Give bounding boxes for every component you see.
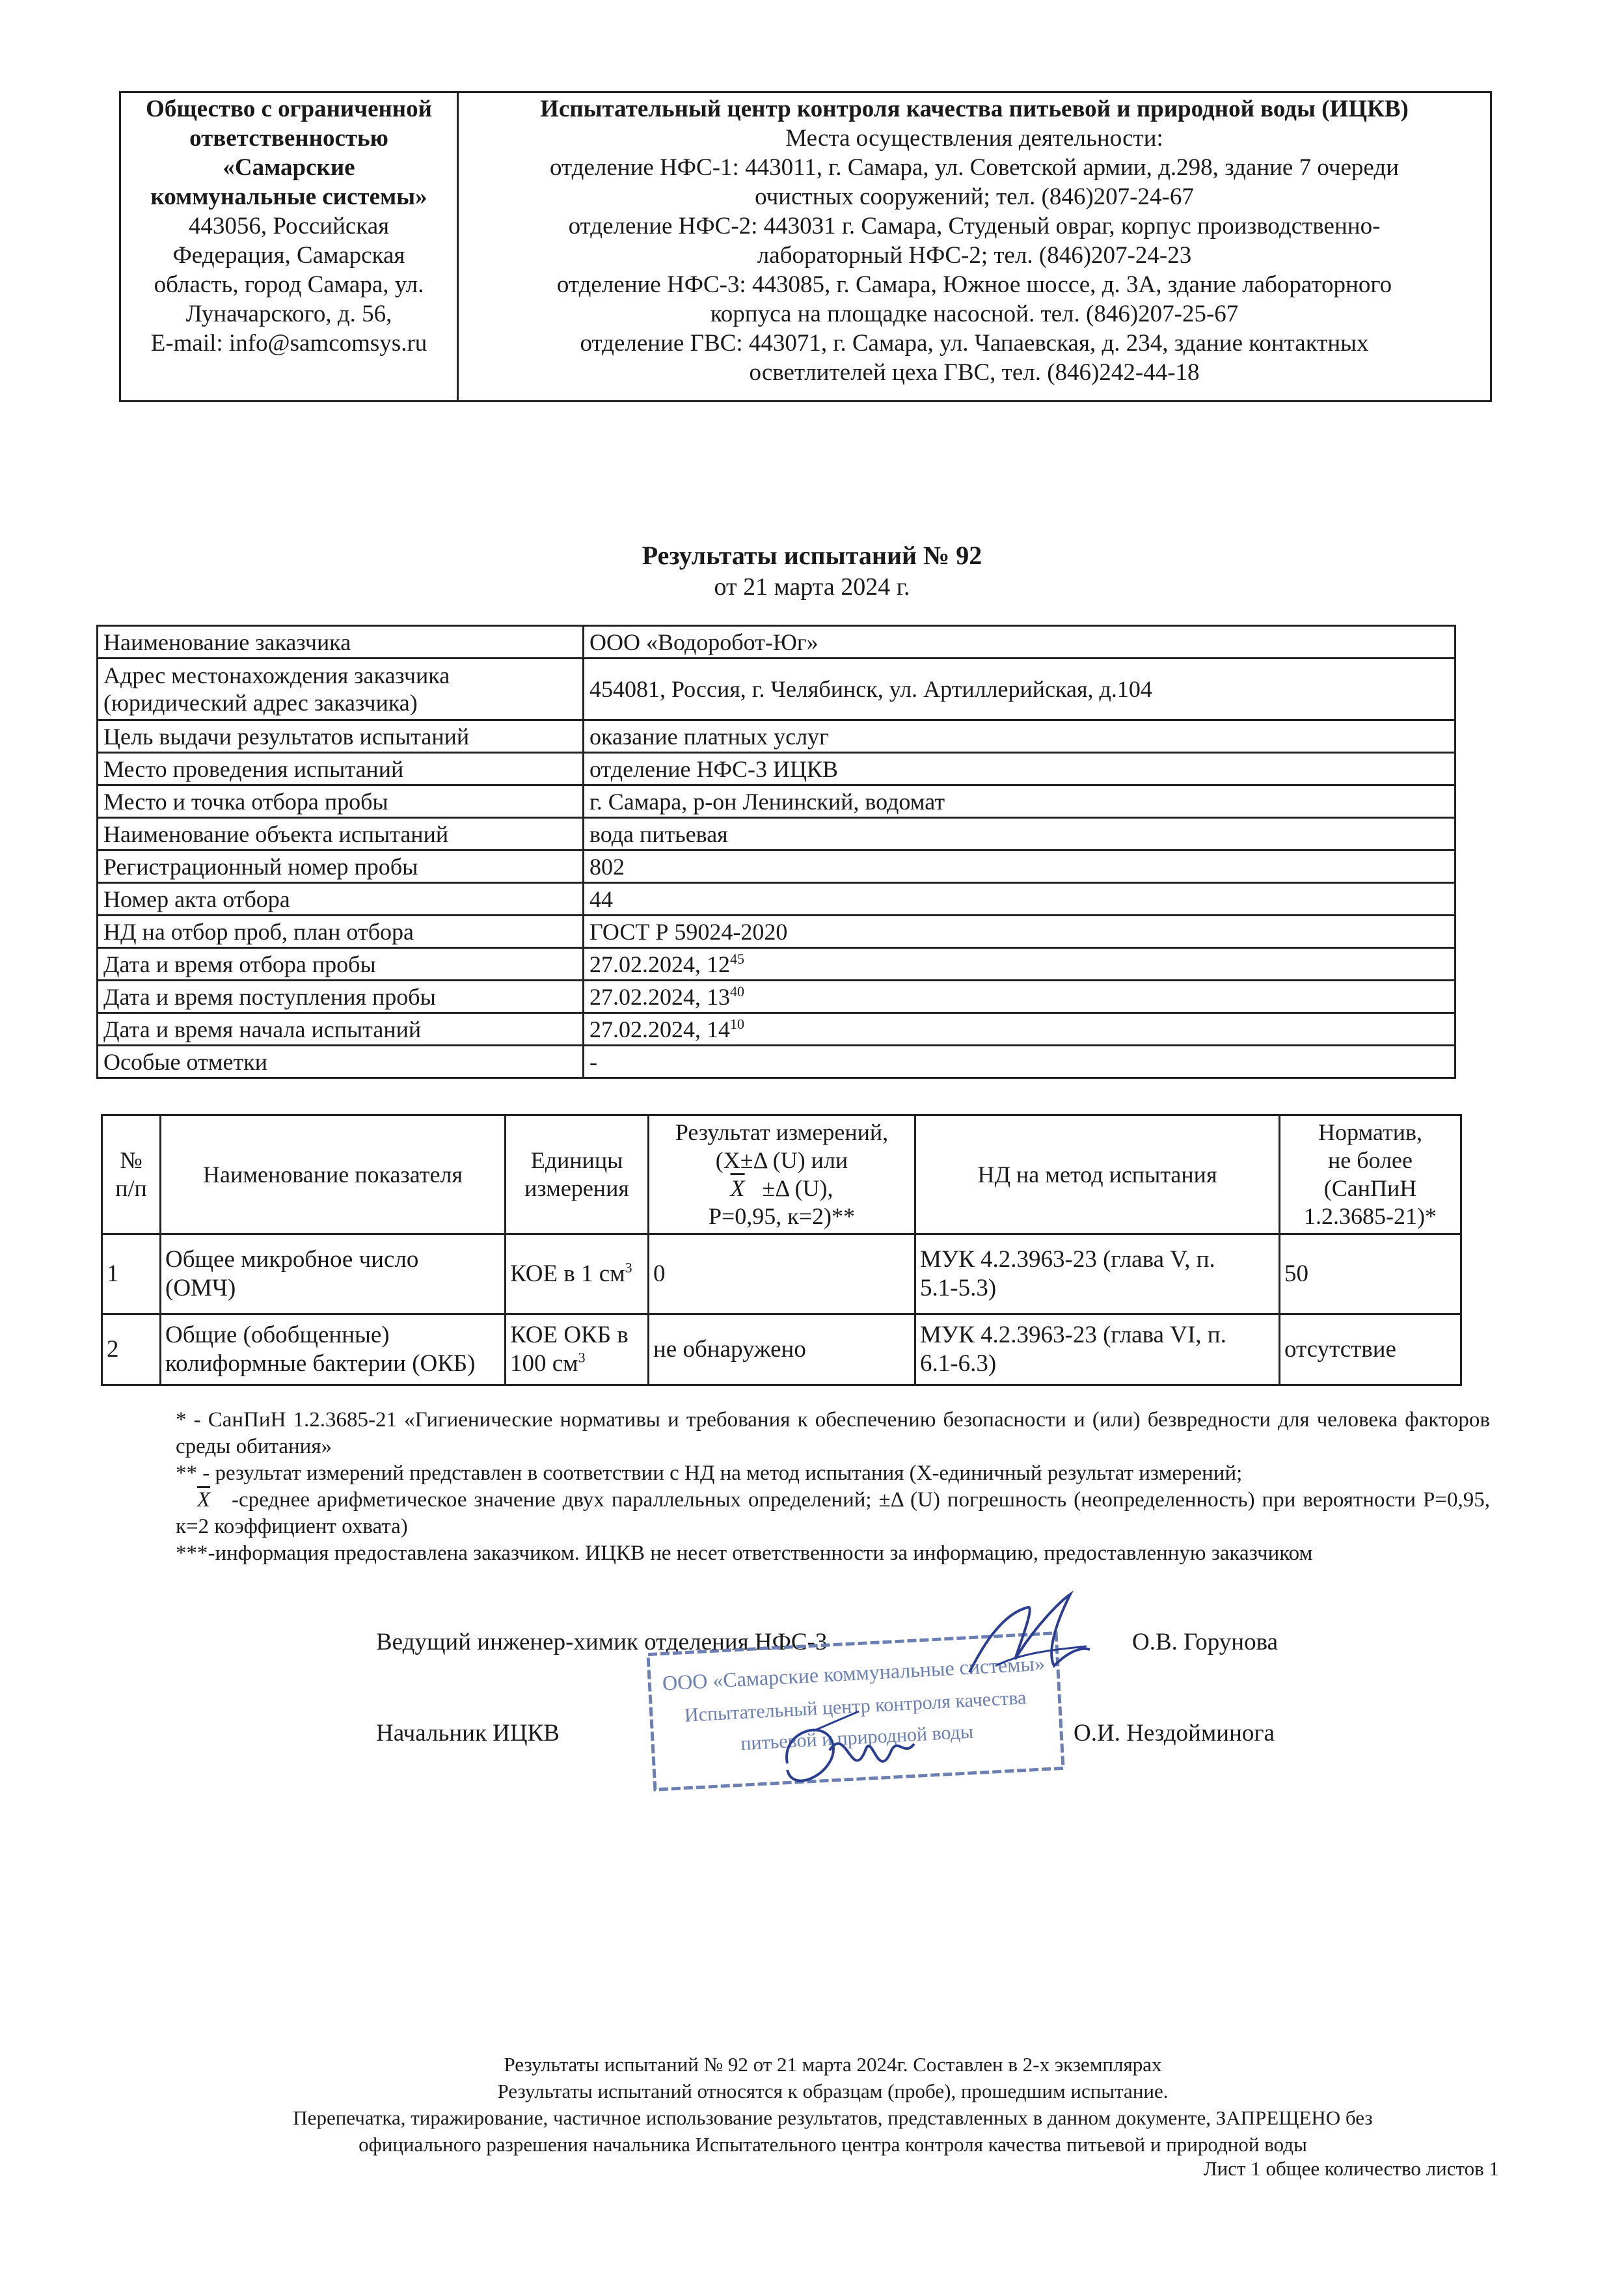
info-value: 802 xyxy=(584,850,1455,883)
info-row xyxy=(98,883,1455,916)
header-line: (СанПиН xyxy=(1323,1175,1417,1201)
info-label: Особые отметки xyxy=(98,1046,584,1078)
column-header-norm xyxy=(1280,1115,1461,1234)
norm-cell: 50 xyxy=(1280,1234,1461,1314)
info-row xyxy=(98,720,1455,753)
row-number: 2 xyxy=(102,1314,161,1385)
header-line-text: ±Δ (U), xyxy=(762,1175,833,1201)
header-table xyxy=(119,91,1492,402)
svg-text:ООО «Самарские коммунальные си: ООО «Самарские коммунальные системы» xyxy=(662,1651,1046,1695)
department-line: отделение НФС-1: 443011, г. Самара, ул. Советской армии, д.298, здание 7 очереди xyxy=(549,154,1399,181)
org-name-line: ответственностью xyxy=(189,125,388,152)
org-email-line: E-mail: info@samcomsys.ru xyxy=(150,330,427,357)
indicator-name-line: Общее микробное число xyxy=(165,1246,419,1273)
footnotes xyxy=(176,1407,1490,1567)
info-row xyxy=(98,785,1455,818)
footer-line: Перепечатка, тиражирование, частичное использование результатов, представленных в данном документе, ЗАПРЕЩЕНО без xyxy=(293,2106,1373,2129)
unit-cell xyxy=(506,1234,649,1314)
method-line: 6.1-6.3) xyxy=(920,1350,997,1377)
info-label: Регистрационный номер пробы xyxy=(98,850,584,883)
info-label: Место проведения испытаний xyxy=(98,753,584,785)
info-value: оказание платных услуг xyxy=(584,720,1455,753)
indicator-name-line: колиформные бактерии (ОКБ) xyxy=(165,1350,476,1377)
table-row xyxy=(102,1314,1461,1385)
date-hour: 27.02.2024, 13 xyxy=(589,983,730,1010)
document-date: от 21 марта 2024 г. xyxy=(714,573,910,601)
row-number: 1 xyxy=(102,1234,161,1314)
head-signature xyxy=(768,1705,924,1809)
organization-cell xyxy=(120,92,458,401)
department-line: осветлителей цеха ГВС, тел. (846)242-44-18 xyxy=(749,359,1200,386)
footnote-text: -среднее арифметическое значение двух параллельных определений; ±Δ (U) погрешность (неопределенность) при вероятности Р=0,95, к=2 коэффициент охвата) xyxy=(176,1488,1490,1538)
info-row xyxy=(98,626,1455,659)
column-header-method: НД на метод испытания xyxy=(915,1115,1280,1234)
x-bar-symbol: $\overline{X}$ xyxy=(730,1175,745,1201)
org-address-line: Луначарского, д. 56, xyxy=(185,301,392,327)
header-line xyxy=(653,1175,910,1203)
info-value: ООО «Водоробот-Юг» xyxy=(584,626,1455,659)
header-line: Норматив, xyxy=(1318,1119,1423,1145)
column-header-indicator: Наименование показателя xyxy=(161,1115,506,1234)
table-row xyxy=(102,1234,1461,1314)
info-label: Наименование объекта испытаний xyxy=(98,818,584,850)
org-name-line: «Самарские xyxy=(223,154,355,181)
info-value: вода питьевая xyxy=(584,818,1455,850)
info-value xyxy=(584,1013,1455,1046)
engineer-signature xyxy=(956,1588,1100,1698)
header-line: п/п xyxy=(115,1175,147,1201)
method-cell xyxy=(915,1234,1280,1314)
info-row xyxy=(98,1013,1455,1046)
unit-cell xyxy=(506,1314,649,1385)
unit-text: 100 см xyxy=(510,1350,578,1377)
info-row xyxy=(98,948,1455,981)
unit-line xyxy=(510,1350,643,1378)
result-cell: 0 xyxy=(649,1234,915,1314)
time-minutes: 40 xyxy=(730,983,744,999)
footnote xyxy=(176,1460,1490,1540)
info-value xyxy=(584,981,1455,1013)
sheet-count: Лист 1 общее количество листов 1 xyxy=(1203,2157,1499,2180)
footer-line: официального разрешения начальника Испытательного центра контроля качества питьевой и природной воды xyxy=(359,2133,1307,2156)
unit-text: КОЕ в 1 см xyxy=(510,1260,625,1287)
footer-line: Результаты испытаний № 92 от 21 марта 2024г. Составлен в 2-х экземплярах xyxy=(504,2053,1162,2076)
sample-info-table xyxy=(96,625,1456,1079)
org-address-line: 443056, Российская xyxy=(188,213,390,239)
testing-center-title: Испытательный центр контроля качества питьевой и природной воды (ИЦКВ) xyxy=(540,96,1409,122)
info-value: отделение НФС-3 ИЦКВ xyxy=(584,753,1455,785)
org-address-line: область, город Самара, ул. xyxy=(154,271,424,298)
header-line: № xyxy=(120,1147,142,1173)
head-name: О.И. Нездойминога xyxy=(1074,1720,1275,1747)
date-hour: 27.02.2024, 14 xyxy=(589,1016,730,1042)
column-header-number xyxy=(102,1115,161,1234)
info-label xyxy=(98,659,584,720)
testing-center-subtitle: Места осуществления деятельности: xyxy=(785,125,1163,152)
org-address-line: Федерация, Самарская xyxy=(172,242,405,269)
unit-text: КОЕ ОКБ в xyxy=(510,1322,629,1348)
department-line: отделение ГВС: 443071, г. Самара, ул. Чапаевская, д. 234, здание контактных xyxy=(580,330,1369,357)
engineer-title: Ведущий инженер-химик отделения НФС-3 xyxy=(376,1629,828,1655)
header-line: не более xyxy=(1327,1147,1413,1173)
info-value: 44 xyxy=(584,883,1455,916)
department-line: отделение НФС-3: 443085, г. Самара, Южное шоссе, д. 3А, здание лабораторного xyxy=(556,271,1392,298)
info-value: 454081, Россия, г. Челябинск, ул. Артиллерийская, д.104 xyxy=(584,659,1455,720)
info-row xyxy=(98,916,1455,948)
svg-text:Испытательный центр контроля к: Испытательный центр контроля качества xyxy=(684,1687,1027,1726)
footnote-text: ** - результат измерений представлен в соответствии с НД на метод испытания (Х-единичный результат измерений; xyxy=(176,1461,1243,1485)
unit-superscript: 3 xyxy=(578,1349,586,1366)
x-bar-symbol: $\overline{X}$ xyxy=(196,1488,211,1512)
indicator-name-line: (ОМЧ) xyxy=(165,1275,236,1301)
info-value: - xyxy=(584,1046,1455,1078)
info-label: Дата и время начала испытаний xyxy=(98,1013,584,1046)
results-table xyxy=(101,1114,1462,1386)
indicator-name xyxy=(161,1234,506,1314)
info-label: Наименование заказчика xyxy=(98,626,584,659)
org-name-line: коммунальные системы» xyxy=(150,184,427,210)
info-label: Дата и время отбора пробы xyxy=(98,948,584,981)
header-line: (X±Δ (U) или xyxy=(715,1147,848,1173)
info-label: Цель выдачи результатов испытаний xyxy=(98,720,584,753)
info-label-line: (юридический адрес заказчика) xyxy=(103,690,418,716)
header-line: измерения xyxy=(524,1175,629,1201)
testing-center-cell xyxy=(458,92,1491,401)
method-cell xyxy=(915,1314,1280,1385)
info-row xyxy=(98,659,1455,720)
footer-line: Результаты испытаний относятся к образцам (пробе), прошедшим испытание. xyxy=(497,2080,1169,2102)
method-line: МУК 4.2.3963-23 (глава VI, п. xyxy=(920,1322,1226,1348)
footnote: * - СанПиН 1.2.3685-21 «Гигиенические нормативы и требования к обеспечению безопасности и (или) безвредности для человека факторов среды обитания» xyxy=(176,1408,1490,1458)
org-name-line: Общество с ограниченной xyxy=(146,96,432,122)
department-line: лабораторный НФС-2; тел. (846)207-24-23 xyxy=(757,242,1192,269)
info-row xyxy=(98,1046,1455,1078)
document-title: Результаты испытаний № 92 xyxy=(642,541,982,570)
result-cell: не обнаружено xyxy=(649,1314,915,1385)
indicator-name-line: Общие (обобщенные) xyxy=(165,1322,390,1348)
info-row xyxy=(98,753,1455,785)
time-minutes: 45 xyxy=(730,950,744,967)
svg-text:питьевой и природной воды: питьевой и природной воды xyxy=(740,1720,974,1755)
info-row xyxy=(98,818,1455,850)
results-header-row xyxy=(102,1115,1461,1234)
engineer-name: О.В. Горунова xyxy=(1132,1629,1279,1655)
info-label: Дата и время поступления пробы xyxy=(98,981,584,1013)
info-label-line: Адрес местонахождения заказчика xyxy=(103,662,450,688)
info-row xyxy=(98,850,1455,883)
info-row xyxy=(98,981,1455,1013)
footnote: ***-информация предоставлена заказчиком. ИЦКВ не несет ответственности за информацию, предоставленную заказчиком xyxy=(176,1542,1313,1565)
info-label: Место и точка отбора пробы xyxy=(98,785,584,818)
department-line: очистных сооружений; тел. (846)207-24-67 xyxy=(755,184,1194,210)
header-line: Единицы xyxy=(530,1147,623,1173)
info-label: Номер акта отбора xyxy=(98,883,584,916)
department-line: отделение НФС-2: 443031 г. Самара, Студеный овраг, корпус производственно- xyxy=(568,213,1381,239)
indicator-name xyxy=(161,1314,506,1385)
norm-cell: отсутствие xyxy=(1280,1314,1461,1385)
method-line: 5.1-5.3) xyxy=(920,1275,997,1301)
header-line: P=0,95, к=2)** xyxy=(708,1203,856,1229)
document-footer xyxy=(163,2051,1503,2158)
info-label: НД на отбор проб, план отбора xyxy=(98,916,584,948)
info-value xyxy=(584,948,1455,981)
column-header-result xyxy=(649,1115,915,1234)
date-hour: 27.02.2024, 12 xyxy=(589,951,730,977)
unit-superscript: 3 xyxy=(625,1259,632,1276)
header-line: 1.2.3685-21)* xyxy=(1304,1203,1437,1229)
column-header-unit xyxy=(506,1115,649,1234)
head-title: Начальник ИЦКВ xyxy=(376,1720,560,1747)
info-value: ГОСТ Р 59024-2020 xyxy=(584,916,1455,948)
time-minutes: 10 xyxy=(730,1015,744,1032)
info-value: г. Самара, р-он Ленинский, водомат xyxy=(584,785,1455,818)
header-line: Результат измерений, xyxy=(675,1119,889,1145)
method-line: МУК 4.2.3963-23 (глава V, п. xyxy=(920,1246,1215,1273)
department-line: корпуса на площадке насосной. тел. (846)207-25-67 xyxy=(710,301,1239,327)
